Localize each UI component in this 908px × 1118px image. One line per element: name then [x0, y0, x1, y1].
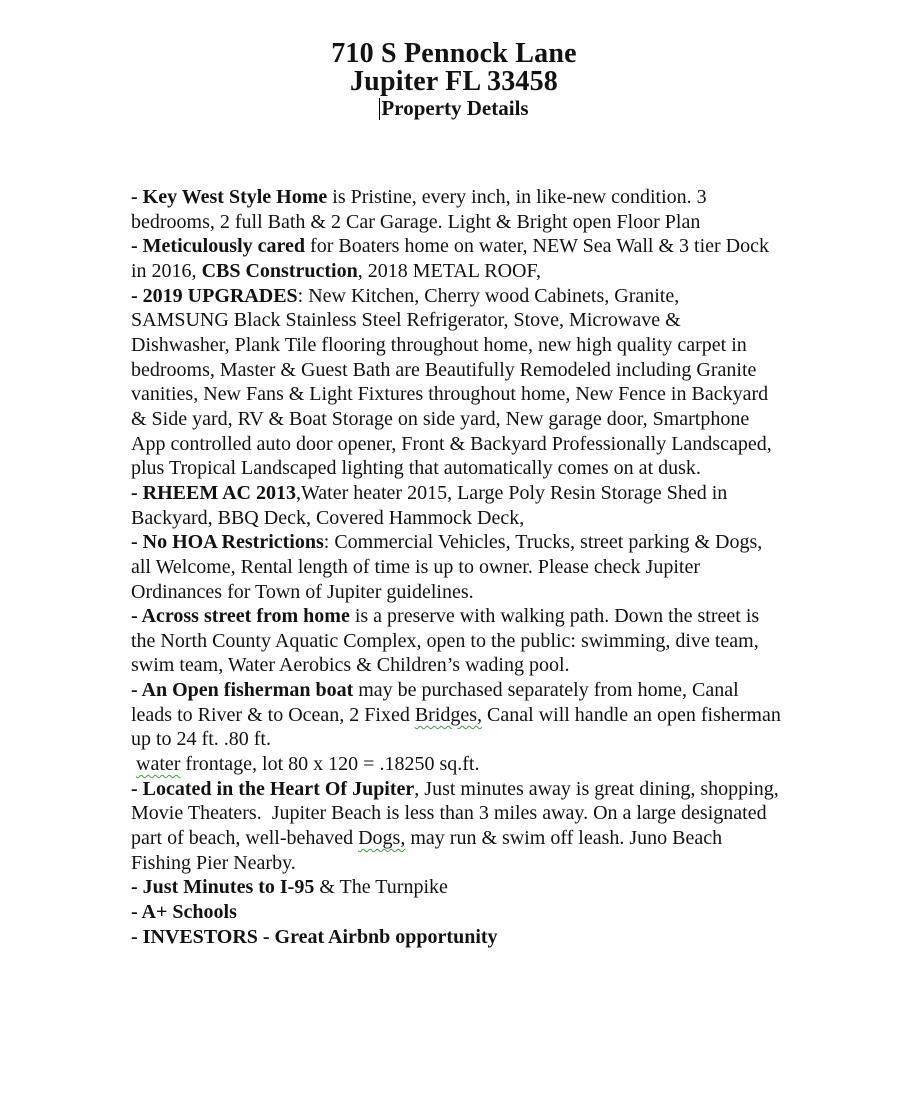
text-segment: - Key West Style Home	[131, 186, 328, 208]
paragraph[interactable]	[131, 481, 781, 530]
address-line-1[interactable]: 710 S Pennock Lane	[331, 38, 577, 69]
text-segment: , 2018 METAL ROOF,	[357, 259, 541, 282]
text-segment: - RHEEM AC 2013	[131, 481, 296, 504]
text-segment: ,Water heater 2015, Large Poly Resin Storage Shed in Backyard, BBQ Deck, Covered Hammock Deck,	[131, 481, 733, 529]
text-segment: - INVESTORS - Great Airbnb opportunity	[131, 925, 498, 948]
document-title-block	[0, 40, 908, 121]
paragraph[interactable]	[131, 678, 786, 752]
text-segment: frontage, lot 80 x 120 = .18250 sq.ft.	[180, 753, 480, 776]
address-line-2[interactable]: Jupiter FL 33458	[349, 66, 559, 97]
text-segment: is Pristine, every inch, in like-new condition. 3 bedrooms, 2 full Bath & 2 Car Garage. Light & Bright open Floor Plan	[131, 186, 712, 233]
text-segment: - No HOA Restrictions	[131, 531, 324, 554]
text-segment: , Just minutes away is great dining, shopping, Movie Theaters. Jupiter Beach is less than 3 miles away. On a large designated part of beach, well-behaved	[131, 777, 784, 850]
text-segment: for Boaters home on water, NEW Sea Wall & 3 tier Dock in 2016,	[131, 235, 774, 282]
text-segment: - Meticulously cared	[131, 235, 306, 258]
text-segment: - Just Minutes to I-95	[131, 876, 315, 899]
paragraph[interactable]	[131, 875, 781, 900]
paragraph[interactable]	[131, 925, 781, 950]
text-segment: is a preserve with walking path. Down the street is the North County Aquatic Complex, open to the public: swimming, dive team, swim team, Water Aerobics & Children’s wading pool.	[131, 605, 765, 677]
text-segment: may be purchased separately from home, Canal leads to River & to Ocean, 2 Fixed	[131, 679, 744, 726]
text-segment: Bridges,	[414, 703, 483, 726]
subtitle-row	[0, 96, 908, 121]
text-segment: may run & swim off leash. Juno Beach Fishing Pier Nearby.	[131, 827, 728, 874]
text-segment: & The Turnpike	[314, 876, 448, 899]
text-segment: - A+ Schools	[131, 901, 237, 924]
text-segment: - An Open fisherman boat	[131, 679, 354, 702]
paragraph[interactable]	[131, 604, 781, 678]
paragraph[interactable]	[131, 900, 781, 925]
text-segment: CBS Construction	[201, 259, 358, 282]
text-segment: - Located in the Heart Of Jupiter	[131, 777, 415, 800]
text-segment: : New Kitchen, Cherry wood Cabinets, Granite, SAMSUNG Black Stainless Steel Refrigerator, Stove, Microwave & Dishwasher, Plank Tile flooring throughout home, new high quality carpet in bedrooms, Master & Guest Bath are Beautifully Remodeled including Granite vanities, New Fans & Light Fixtures throughout home, New Fence in Backyard & Side yard, RV & Boat Storage on side yard, New garage door, Smartphone App controlled auto door opener, Front & Backyard Professionally Landscaped, plus Tropical Landscaped lighting that automatically comes on at dusk.	[131, 284, 777, 480]
text-segment: Dogs,	[358, 827, 406, 850]
subtitle[interactable]	[379, 96, 528, 121]
text-segment: water	[136, 753, 181, 776]
text-segment: Canal will handle an open fisherman up to 24 ft. .80 ft.	[131, 703, 786, 751]
text-segment: : Commercial Vehicles, Trucks, street parking & Dogs, all Welcome, Rental length of time is up to owner. Please check Jupiter Ordinances for Town of Jupiter guidelines.	[131, 531, 768, 603]
paragraph[interactable]	[131, 752, 781, 777]
paragraph[interactable]	[131, 530, 781, 604]
paragraph[interactable]	[131, 185, 781, 234]
property-details-text[interactable]	[131, 185, 786, 949]
paragraph[interactable]	[131, 234, 781, 283]
paragraph[interactable]	[131, 284, 781, 481]
subtitle-text: Property Details	[381, 96, 529, 120]
paragraph[interactable]	[131, 777, 784, 876]
text-segment: - 2019 UPGRADES	[131, 284, 298, 307]
text-segment: - Across street from home	[131, 605, 350, 628]
